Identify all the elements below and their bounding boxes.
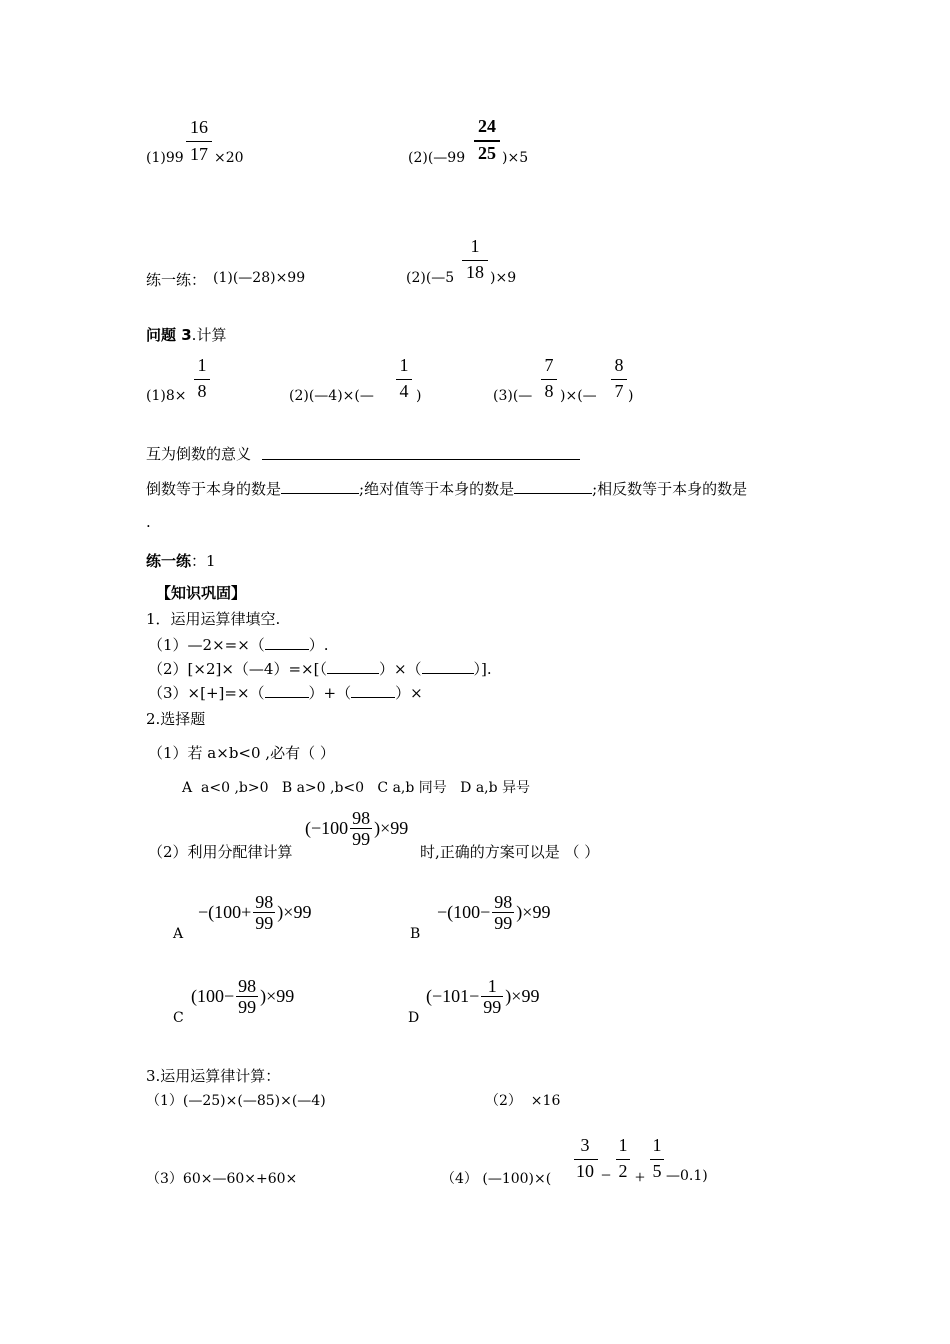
question-2-title: 2.选择题 (146, 710, 206, 728)
fraction-bar (541, 379, 557, 380)
option-d-expression: (−101− $\frac{1}{99}$ )×99 (426, 976, 540, 1017)
fraction-bar (474, 140, 500, 142)
problem-3-title: 问题 3.计算 (146, 326, 227, 344)
operator-plus: + (634, 1167, 646, 1187)
problem-3-q2-tail: ) (416, 388, 422, 404)
problem-3-q3-label: (3)(— (493, 388, 533, 404)
option-d-letter: D (408, 1010, 420, 1026)
option-a-letter: A (173, 926, 184, 942)
fraction-numerator: 7 (544, 355, 554, 375)
fraction-bar (462, 260, 488, 261)
question-3-4-label: （4） (—100)×( (441, 1171, 552, 1187)
fraction-denominator: 10 (576, 1161, 594, 1181)
answer-blank (262, 459, 580, 460)
fraction-numerator: 1 (197, 355, 207, 375)
reciprocal-line: 倒数等于本身的数是 ;绝对值等于本身的数是 ;相反数等于本身的数是 (146, 477, 747, 499)
fraction-denominator: 5 (652, 1161, 662, 1181)
question-3-3: （3）60×—60×+60× (146, 1171, 298, 1187)
problem-3-q3-mid: )×(— (560, 388, 597, 404)
fraction-numerator: 1 (618, 1135, 628, 1155)
problem-2-tail: )×5 (502, 150, 529, 166)
period: . (146, 513, 151, 531)
question-1-2: （2）[×2]×（—4）=×[（ ）×（ ）]. (148, 660, 492, 678)
fraction-denominator: 17 (190, 144, 208, 164)
question-2-2-tail: 时,正确的方案可以是 （ ） (420, 843, 600, 861)
question-1-3: （3）×[+]=×（ ）+（ ）× (148, 684, 423, 702)
fraction-numerator: 24 (478, 116, 496, 136)
fraction-numerator: 1 (652, 1135, 662, 1155)
problem-1-tail: ×20 (214, 150, 244, 166)
fraction-denominator: 25 (478, 143, 496, 163)
expression-main: (−100 $\frac{98}{99}$ )×99 (305, 808, 409, 849)
fraction-numerator: 1 (399, 355, 409, 375)
problem-3-q3-tail: ) (628, 388, 634, 404)
option-b-letter: B (410, 926, 421, 942)
question-1-title: 1．运用运算律填空. (146, 610, 281, 628)
practice-q2-tail: )×9 (490, 270, 517, 286)
practice-label: 练一练： (146, 271, 207, 289)
question-2-1: （1）若 a×b<0 ,必有（ ） (148, 744, 335, 762)
reciprocal-meaning: 互为倒数的意义 (146, 445, 252, 463)
fraction-denominator: 8 (544, 381, 554, 401)
fraction-bar (616, 1159, 630, 1160)
question-1-1: （1）—2×=×（ ）. (148, 636, 329, 654)
fraction-numerator: 8 (614, 355, 624, 375)
question-3-2: （2） ×16 (485, 1093, 561, 1109)
practice-q1: (1)(—28)×99 (213, 270, 306, 286)
practice-2: 练一练：1 (146, 552, 216, 570)
section-heading: 【知识巩固】 (156, 584, 247, 602)
problem-3-q1-label: (1)8× (146, 388, 187, 404)
fraction-bar (650, 1159, 664, 1160)
fraction-numerator: 16 (190, 117, 208, 137)
fraction-bar (396, 379, 412, 380)
fraction-numerator: 1 (470, 236, 480, 256)
option-a-expression: −(100+ $\frac{98}{99}$ )×99 (198, 892, 312, 933)
problem-3-q2-label: (2)(—4)×(— (289, 388, 374, 404)
option-c-letter: C (173, 1010, 184, 1026)
question-2-1-options: A a<0 ,b>0 B a>0 ,b<0 C a,b 同号 D a,b 异号 (182, 780, 531, 796)
fraction-denominator: 8 (197, 381, 207, 401)
fraction-bar (611, 379, 627, 380)
option-c-expression: (100− $\frac{98}{99}$ )×99 (191, 976, 295, 1017)
fraction-denominator: 7 (614, 381, 624, 401)
fraction-denominator: 2 (618, 1161, 628, 1181)
question-3-1: （1）(—25)×(—85)×(—4) (146, 1093, 326, 1109)
problem-1-label: (1)99 (146, 150, 184, 166)
operator-minus: − (600, 1165, 612, 1185)
question-2-2-label: （2）利用分配律计算 (148, 843, 293, 861)
practice-q2-label: (2)(—5 (406, 270, 455, 286)
fraction-bar (574, 1159, 598, 1160)
fraction-bar (194, 379, 210, 380)
question-3-4-tail: —0.1) (666, 1168, 708, 1184)
problem-2-label: (2)(—99 (408, 150, 466, 166)
fraction-numerator: 3 (580, 1135, 590, 1155)
question-3-title: 3.运用运算律计算： (146, 1067, 281, 1085)
fraction-denominator: 18 (466, 262, 484, 282)
fraction-denominator: 4 (399, 381, 409, 401)
fraction-bar (186, 141, 212, 142)
option-b-expression: −(100− $\frac{98}{99}$ )×99 (437, 892, 551, 933)
